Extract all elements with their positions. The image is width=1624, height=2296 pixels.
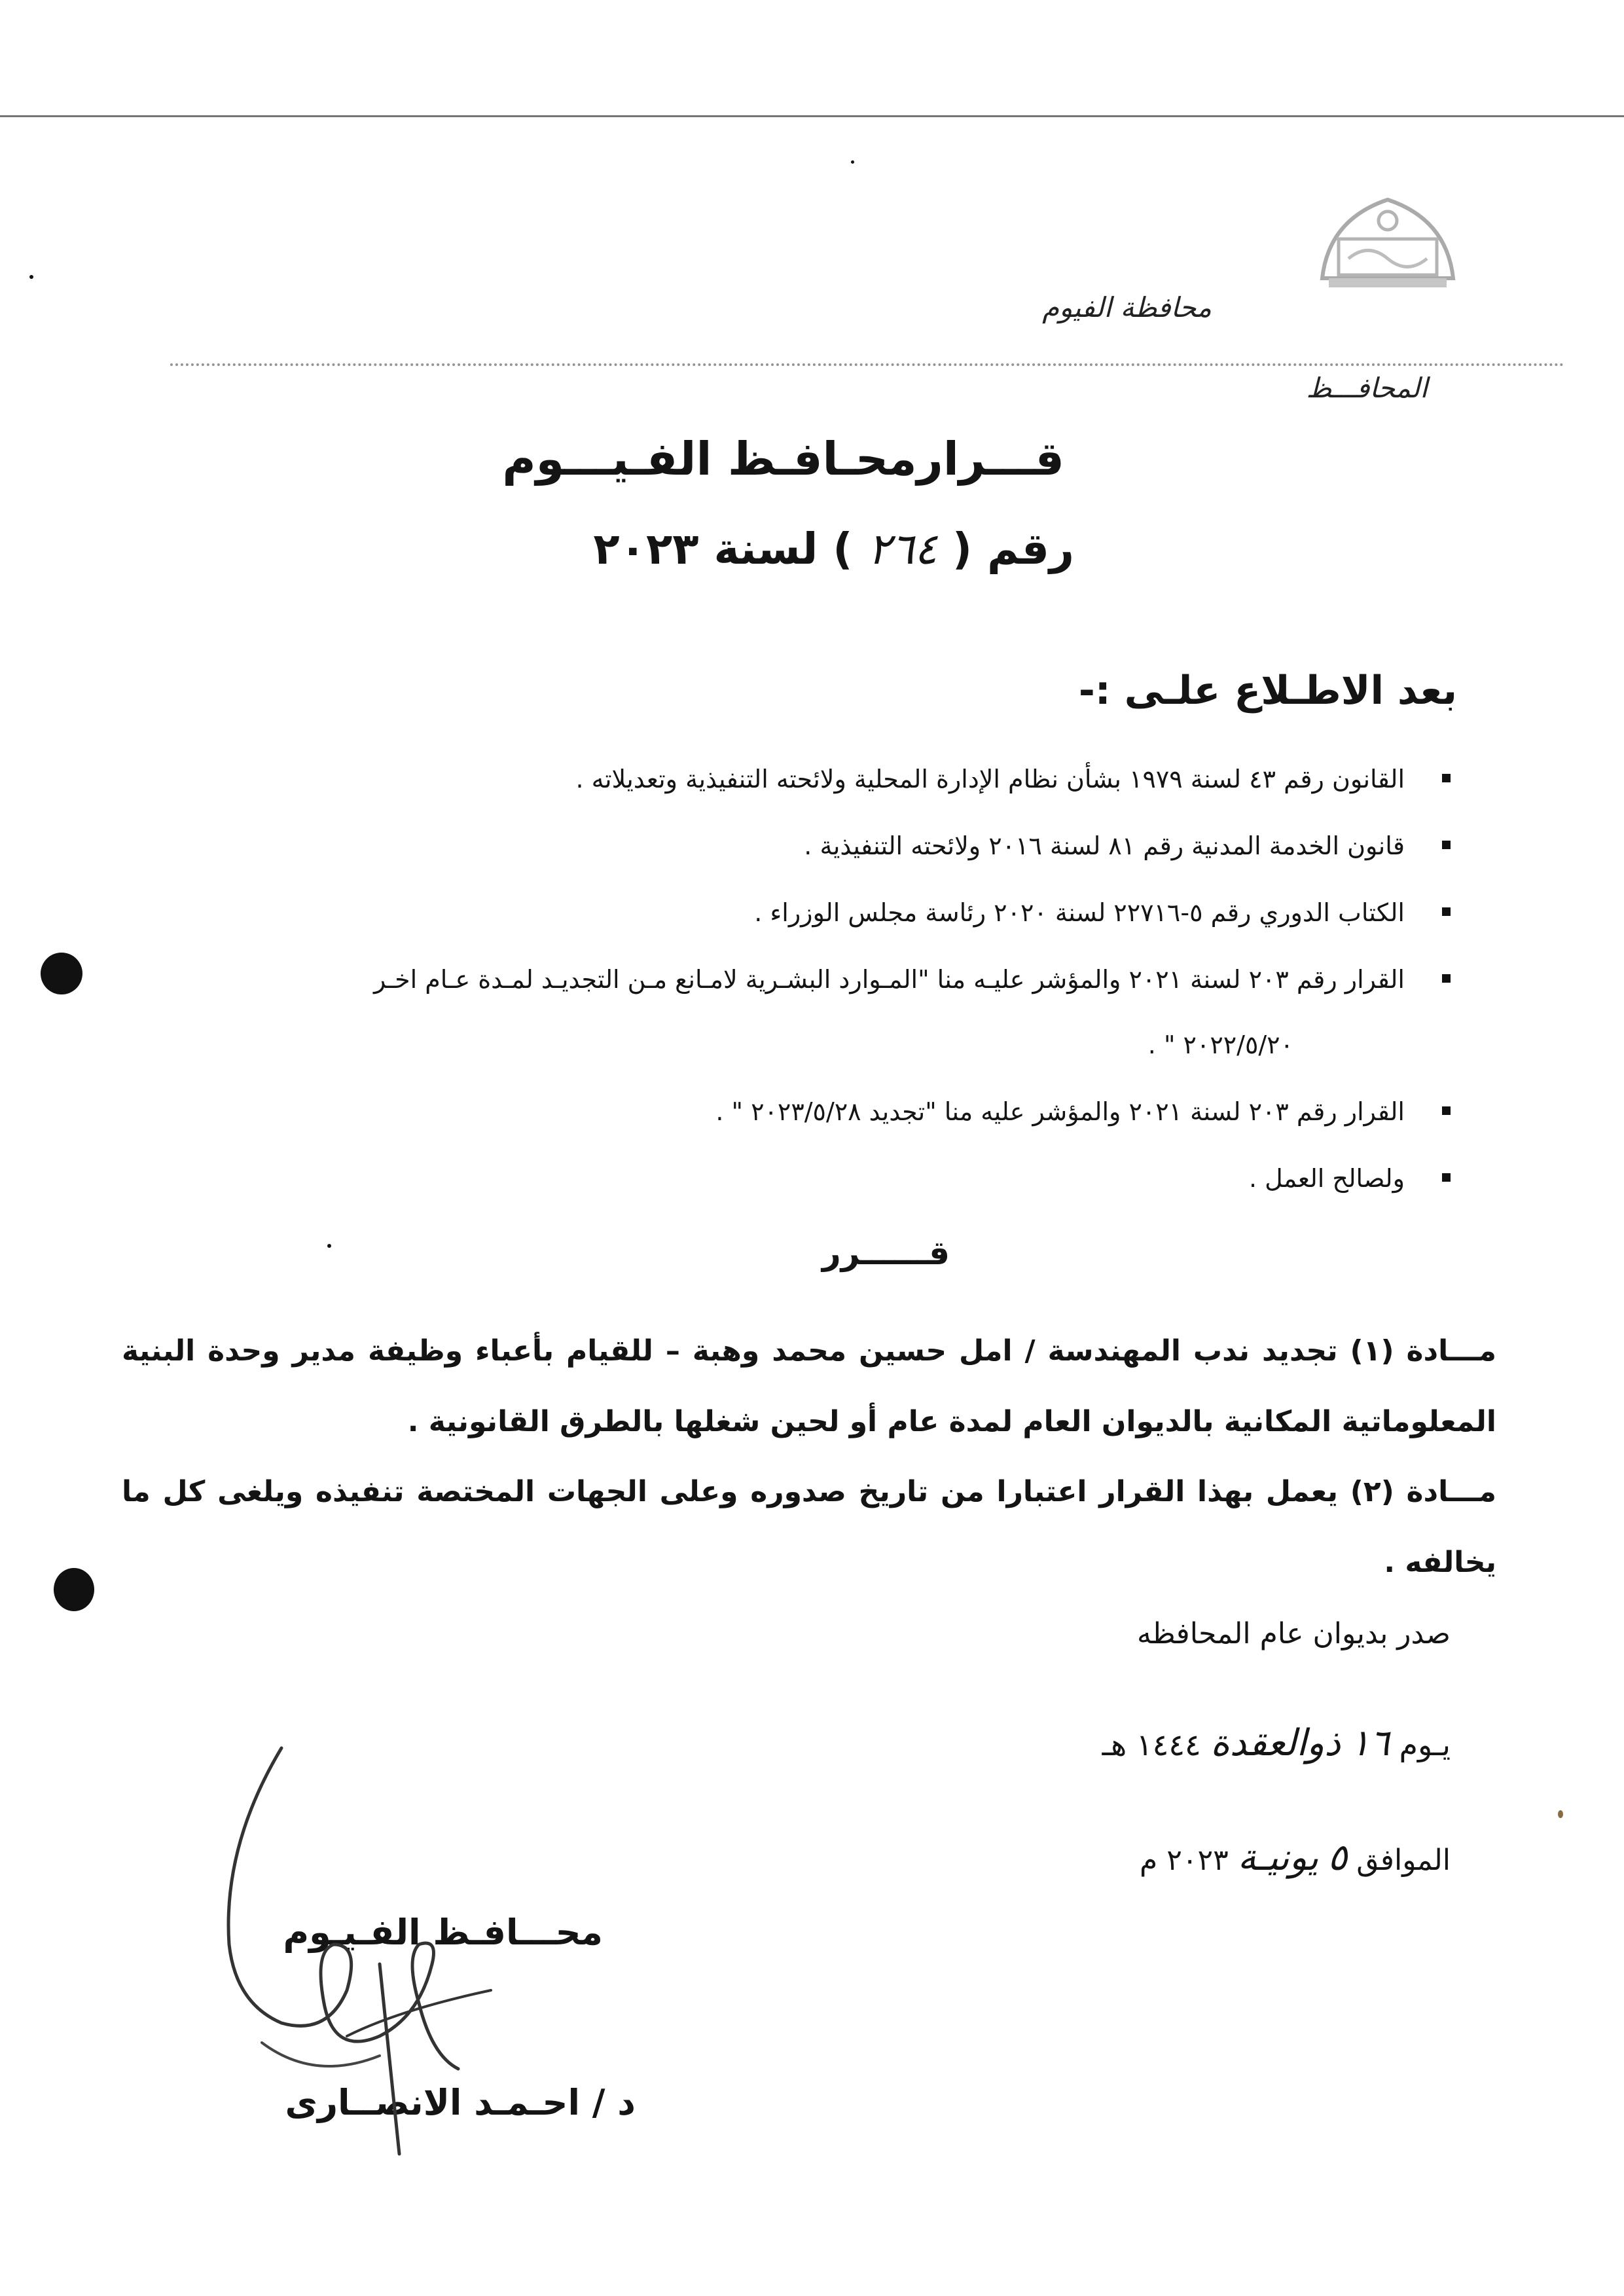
article-text: يعمل بهذا القرار اعتبارا من تاريخ صدوره وعلى الجهات المختصة تنفيذه ويلغى كل ما يخالفه .	[122, 1475, 1496, 1579]
scan-speck	[29, 275, 33, 279]
clause-text-continued: ٢٠٢٢/٥/٢٠ " .	[1147, 1030, 1293, 1059]
scan-speck	[1558, 1810, 1563, 1818]
clause-text: القرار رقم ٢٠٣ لسنة ٢٠٢١ والمؤشر عليه منا "تجديد ٢٠٢٣/٥/٢٨ " .	[715, 1097, 1405, 1126]
decision-heading: قــــــرر	[821, 1234, 950, 1272]
article-label: مـــادة (١)	[1350, 1334, 1496, 1368]
preamble-clause	[24, 1092, 1451, 1131]
bullet-icon	[1442, 1173, 1451, 1182]
governorate-name: محافظة الفيوم	[1042, 291, 1212, 323]
governorate-seal-icon	[1309, 180, 1466, 298]
preamble-clause	[24, 759, 1451, 799]
article-text: تجديد ندب المهندسة / امل حسين محمد وهبة – للقيام بأعباء وظيفة مدير وحدة البنية المعلوماتية المكانية بالديوان العام لمدة عام أو لحين شغلها بالطرق القانونية .	[122, 1334, 1496, 1438]
hijri-day: ١٦	[1350, 1722, 1390, 1764]
scan-speck	[851, 160, 854, 164]
issued-at: صدر بديوان عام المحافظه	[1136, 1617, 1451, 1650]
handwritten-signature-icon	[183, 1728, 524, 2187]
clause-text: القرار رقم ٢٠٣ لسنة ٢٠٢١ والمؤشر عليـه منا "المـوارد البشـرية لامـانع مـن التجديـد لمـدة عـام اخـر	[374, 965, 1405, 994]
preamble-clause	[24, 1159, 1451, 1198]
preamble-clause	[24, 893, 1451, 932]
hijri-month: ذوالعقدة	[1210, 1722, 1341, 1764]
hijri-date	[1102, 1722, 1451, 1764]
bullet-icon	[1442, 907, 1451, 916]
hijri-year: ١٤٤٤ هـ	[1102, 1727, 1201, 1762]
clause-text: الكتاب الدوري رقم ٥-٢٢٧١٦ لسنة ٢٠٢٠ رئاسة مجلس الوزراء .	[754, 898, 1405, 927]
punch-hole	[41, 953, 82, 994]
scan-top-edge	[0, 115, 1624, 117]
punch-hole	[54, 1568, 94, 1611]
article-2	[122, 1457, 1496, 1598]
article-label: مـــادة (٢)	[1350, 1475, 1496, 1508]
gregorian-day: ٥	[1327, 1836, 1348, 1879]
decree-number-suffix: ) لسنة ٢٠٢٣	[593, 524, 853, 574]
decree-number-value: ٢٦٤	[867, 524, 937, 574]
signatory-title: محـــافـظ الفـيـوم	[283, 1912, 603, 1953]
clause-text: قانون الخدمة المدنية رقم ٨١ لسنة ٢٠١٦ ولائحته التنفيذية .	[804, 831, 1405, 860]
scan-speck	[327, 1244, 331, 1248]
bullet-icon	[1442, 1106, 1451, 1115]
clause-text: القانون رقم ٤٣ لسنة ١٩٧٩ بشأن نظام الإدارة المحلية ولائحته التنفيذية وتعديلاته .	[575, 765, 1405, 793]
bullet-icon	[1442, 974, 1451, 983]
preamble-clause	[24, 826, 1451, 866]
gregorian-month: يونيـة	[1237, 1836, 1319, 1879]
preamble-clauses	[24, 759, 1451, 1198]
gregorian-year: ٢٠٢٣ م	[1139, 1844, 1229, 1877]
preamble-clause	[24, 960, 1451, 1065]
gregorian-date	[1140, 1836, 1451, 1879]
signatory-name: د / احـمـد الانصــارى	[285, 2082, 636, 2123]
governor-office-label: المحافـــظ	[1306, 372, 1428, 404]
bullet-icon	[1442, 841, 1451, 849]
decree-number	[593, 524, 1074, 574]
decree-number-prefix: رقم (	[952, 524, 1074, 574]
preamble-intro: بعد الاطـلاع علـى :-	[1078, 668, 1457, 714]
hijri-prefix: يـوم	[1399, 1727, 1451, 1762]
gregorian-prefix: الموافق	[1356, 1844, 1451, 1877]
decree-title: قـــرارمحـافـظ الفـيـــوم	[502, 432, 1064, 486]
clause-text: ولصالح العمل .	[1248, 1164, 1405, 1193]
bullet-icon	[1442, 774, 1451, 782]
article-1	[122, 1316, 1496, 1457]
letterhead-rule	[170, 363, 1564, 371]
